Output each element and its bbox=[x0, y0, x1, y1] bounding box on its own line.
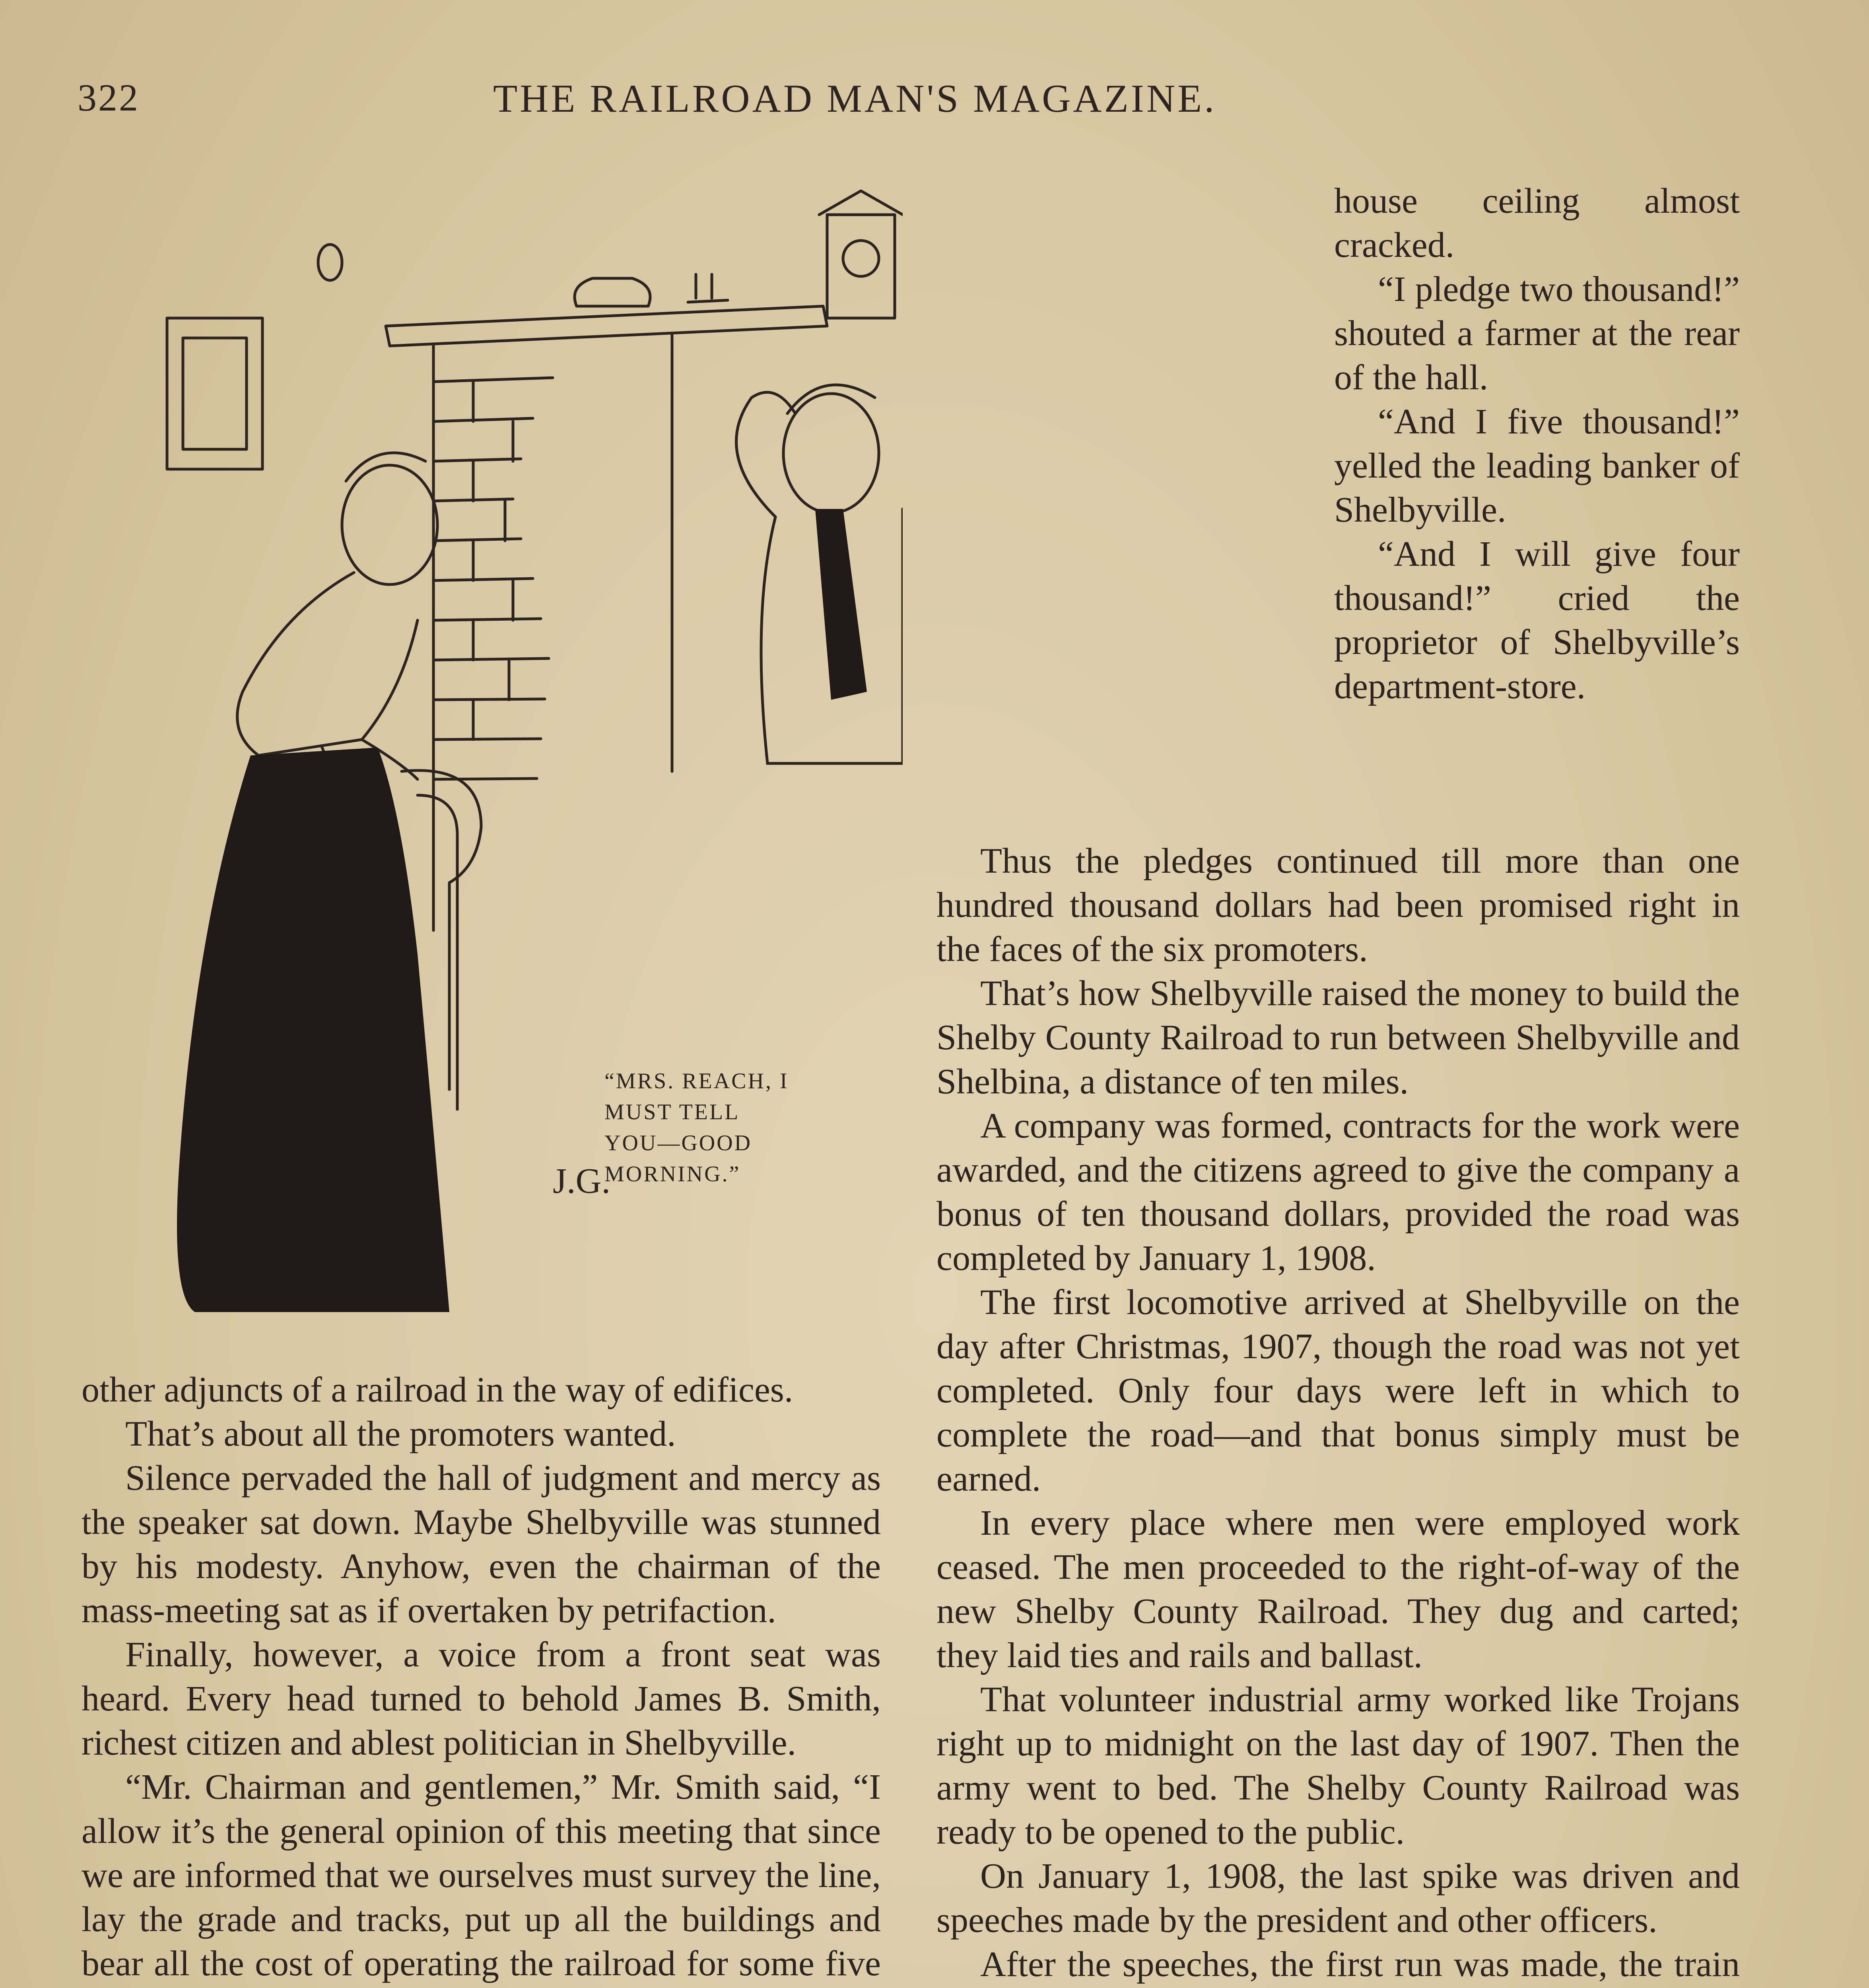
paragraph: In every place where men were employed work ceased. The men proceeded to the right-of-way of the new Shelby County Railroad. They dug and carted; they laid ties and rails and ballast. bbox=[936, 1503, 1740, 1675]
paragraph: “And I five thousand!” yelled the leading banker of Shelbyville. bbox=[1334, 402, 1740, 530]
left-column bbox=[82, 1368, 881, 1988]
magazine-title: THE RAILROAD MAN'S MAGAZINE. bbox=[493, 76, 1217, 120]
paragraph: Silence pervaded the hall of judgment and mercy as the speaker sat down. Maybe Shelbyville was stunned by his modesty. Anyhow, even the chairman of the mass-meeting sat as if overtaken by petrifaction. bbox=[82, 1458, 881, 1630]
caption-line: “MRS. REACH, I bbox=[604, 1069, 789, 1093]
right-column bbox=[936, 839, 1740, 1988]
svg-text:J.G.: J.G. bbox=[553, 1161, 611, 1201]
paragraph: That volunteer industrial army worked like Trojans right up to midnight on the last day of 1907. Then the army went to bed. The Shelby County Railroad was ready to be opened to the public. bbox=[936, 1680, 1740, 1852]
paragraph: Finally, however, a voice from a front seat was heard. Every head turned to behold James B. Smith, richest citizen and ablest politician in Shelbyville. bbox=[82, 1635, 881, 1763]
paragraph: That’s about all the promoters wanted. bbox=[125, 1414, 676, 1454]
paragraph: house ceiling almost cracked. bbox=[1334, 181, 1740, 265]
page-number: 322 bbox=[78, 76, 140, 119]
caption-line: YOU—GOOD bbox=[604, 1131, 752, 1155]
paragraph: After the speeches, the first run was made, the train bbox=[980, 1945, 1740, 1984]
illustration-caption bbox=[604, 1066, 883, 1190]
caption-line: MORNING.” bbox=[604, 1162, 741, 1186]
paragraph: “Mr. Chairman and gentlemen,” Mr. Smith said, “I allow it’s the general opinion of this meeting that since we are informed that we ourselves must survey the line, lay the grade and tracks, put up all the buildings and bear all the cost of operating the railroad for some five bbox=[82, 1767, 881, 1983]
paragraph: “I pledge two thousand!” shouted a farmer at the rear of the hall. bbox=[1334, 270, 1740, 397]
paragraph: other adjuncts of a railroad in the way of edifices. bbox=[82, 1370, 793, 1409]
paragraph: A company was formed, contracts for the work were awarded, and the citizens agreed to give the company a bonus of ten thousand dollars, provided the road was completed by January 1, 1908. bbox=[936, 1106, 1740, 1278]
paragraph: The first locomotive arrived at Shelbyville on the day after Christmas, 1907, though the road was not yet completed. Only four days were left in which to complete the road—and that bonus simply must be earned. bbox=[936, 1283, 1740, 1499]
page-header bbox=[0, 76, 1869, 131]
right-column-top bbox=[1334, 179, 1740, 709]
paragraph: On January 1, 1908, the last spike was driven and speeches made by the president and other officers. bbox=[936, 1856, 1740, 1940]
paragraph: Thus the pledges continued till more than one hundred thousand dollars had been promised right in the faces of the six promoters. bbox=[936, 841, 1740, 969]
caption-line: MUST TELL bbox=[604, 1100, 740, 1124]
paragraph: “And I will give four thousand!” cried the proprietor of Shelbyville’s department-store. bbox=[1334, 534, 1740, 706]
paragraph: That’s how Shelbyville raised the money to build the Shelby County Railroad to run between Shelbyville and Shelbina, a distance of ten miles. bbox=[936, 974, 1740, 1101]
